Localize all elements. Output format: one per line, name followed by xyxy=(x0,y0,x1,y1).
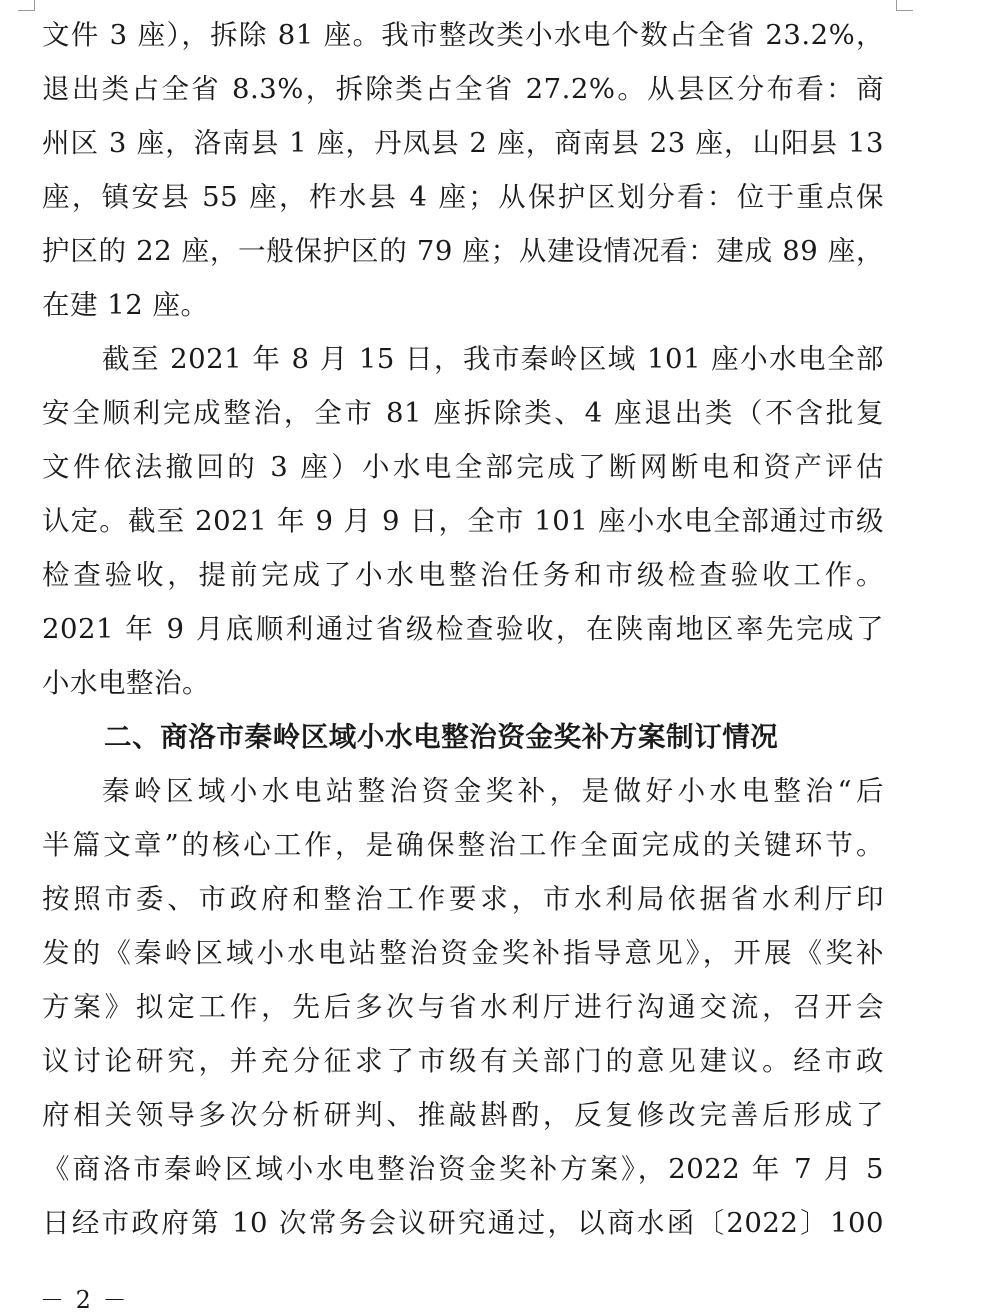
text-line: 按照市委、市政府和整治工作要求，市水利局依据省水利厅印 xyxy=(42,883,884,915)
text-line: 州区 3 座，洛南县 1 座，丹凤县 2 座，商南县 23 座，山阳县 13 xyxy=(42,127,884,159)
paragraph-start-line: 秦岭区域小水电站整治资金奖补，是做好小水电整治“后 xyxy=(102,775,884,807)
text-line: 半篇文章”的核心工作，是确保整治工作全面完成的关键环节。 xyxy=(42,829,884,861)
text-line: 府相关领导多次分析研判、推敲斟酌，反复修改完善后形成了 xyxy=(42,1099,884,1131)
crop-mark-left xyxy=(18,0,35,11)
body-text xyxy=(42,8,884,1250)
text-line: 日经市政府第 10 次常务会议研究通过，以商水函〔2022〕100 xyxy=(42,1207,884,1239)
text-line: 议讨论研究，并充分征求了市级有关部门的意见建议。经市政 xyxy=(42,1045,884,1077)
text-line: 护区的 22 座，一般保护区的 79 座；从建设情况看：建成 89 座， xyxy=(42,235,884,267)
text-line: 文件 3 座），拆除 81 座。我市整改类小水电个数占全省 23.2%， xyxy=(42,19,884,51)
section-heading: 二、商洛市秦岭区域小水电整治资金奖补方案制订情况 xyxy=(104,721,779,753)
text-line: 2021 年 9 月底顺利通过省级检查验收，在陕南地区率先完成了 xyxy=(42,613,884,645)
text-line: 发的《秦岭区域小水电站整治资金奖补指导意见》，开展《奖补 xyxy=(42,937,884,969)
text-line: 座，镇安县 55 座，柞水县 4 座；从保护区划分看：位于重点保 xyxy=(42,181,884,213)
text-line: 在建 12 座。 xyxy=(42,289,209,321)
text-line: 检查验收，提前完成了小水电整治任务和市级检查验收工作。 xyxy=(42,559,884,591)
text-line: 安全顺利完成整治，全市 81 座拆除类、4 座退出类（不含批复 xyxy=(42,397,884,429)
paragraph-start-line: 截至 2021 年 8 月 15 日，我市秦岭区域 101 座小水电全部 xyxy=(102,343,884,375)
text-line: 小水电整治。 xyxy=(42,667,210,699)
text-line: 《商洛市秦岭区域小水电整治资金奖补方案》，2022 年 7 月 5 xyxy=(42,1153,884,1185)
text-line: 认定。截至 2021 年 9 月 9 日，全市 101 座小水电全部通过市级 xyxy=(42,505,884,537)
text-line: 方案》拟定工作，先后多次与省水利厅进行沟通交流，召开会 xyxy=(42,991,884,1023)
crop-mark-right xyxy=(896,0,913,11)
page-number: － 2 － xyxy=(40,1286,129,1314)
text-line: 退出类占全省 8.3%，拆除类占全省 27.2%。从县区分布看：商 xyxy=(42,73,884,105)
text-line: 文件依法撤回的 3 座）小水电全部完成了断网断电和资产评估 xyxy=(42,451,884,483)
